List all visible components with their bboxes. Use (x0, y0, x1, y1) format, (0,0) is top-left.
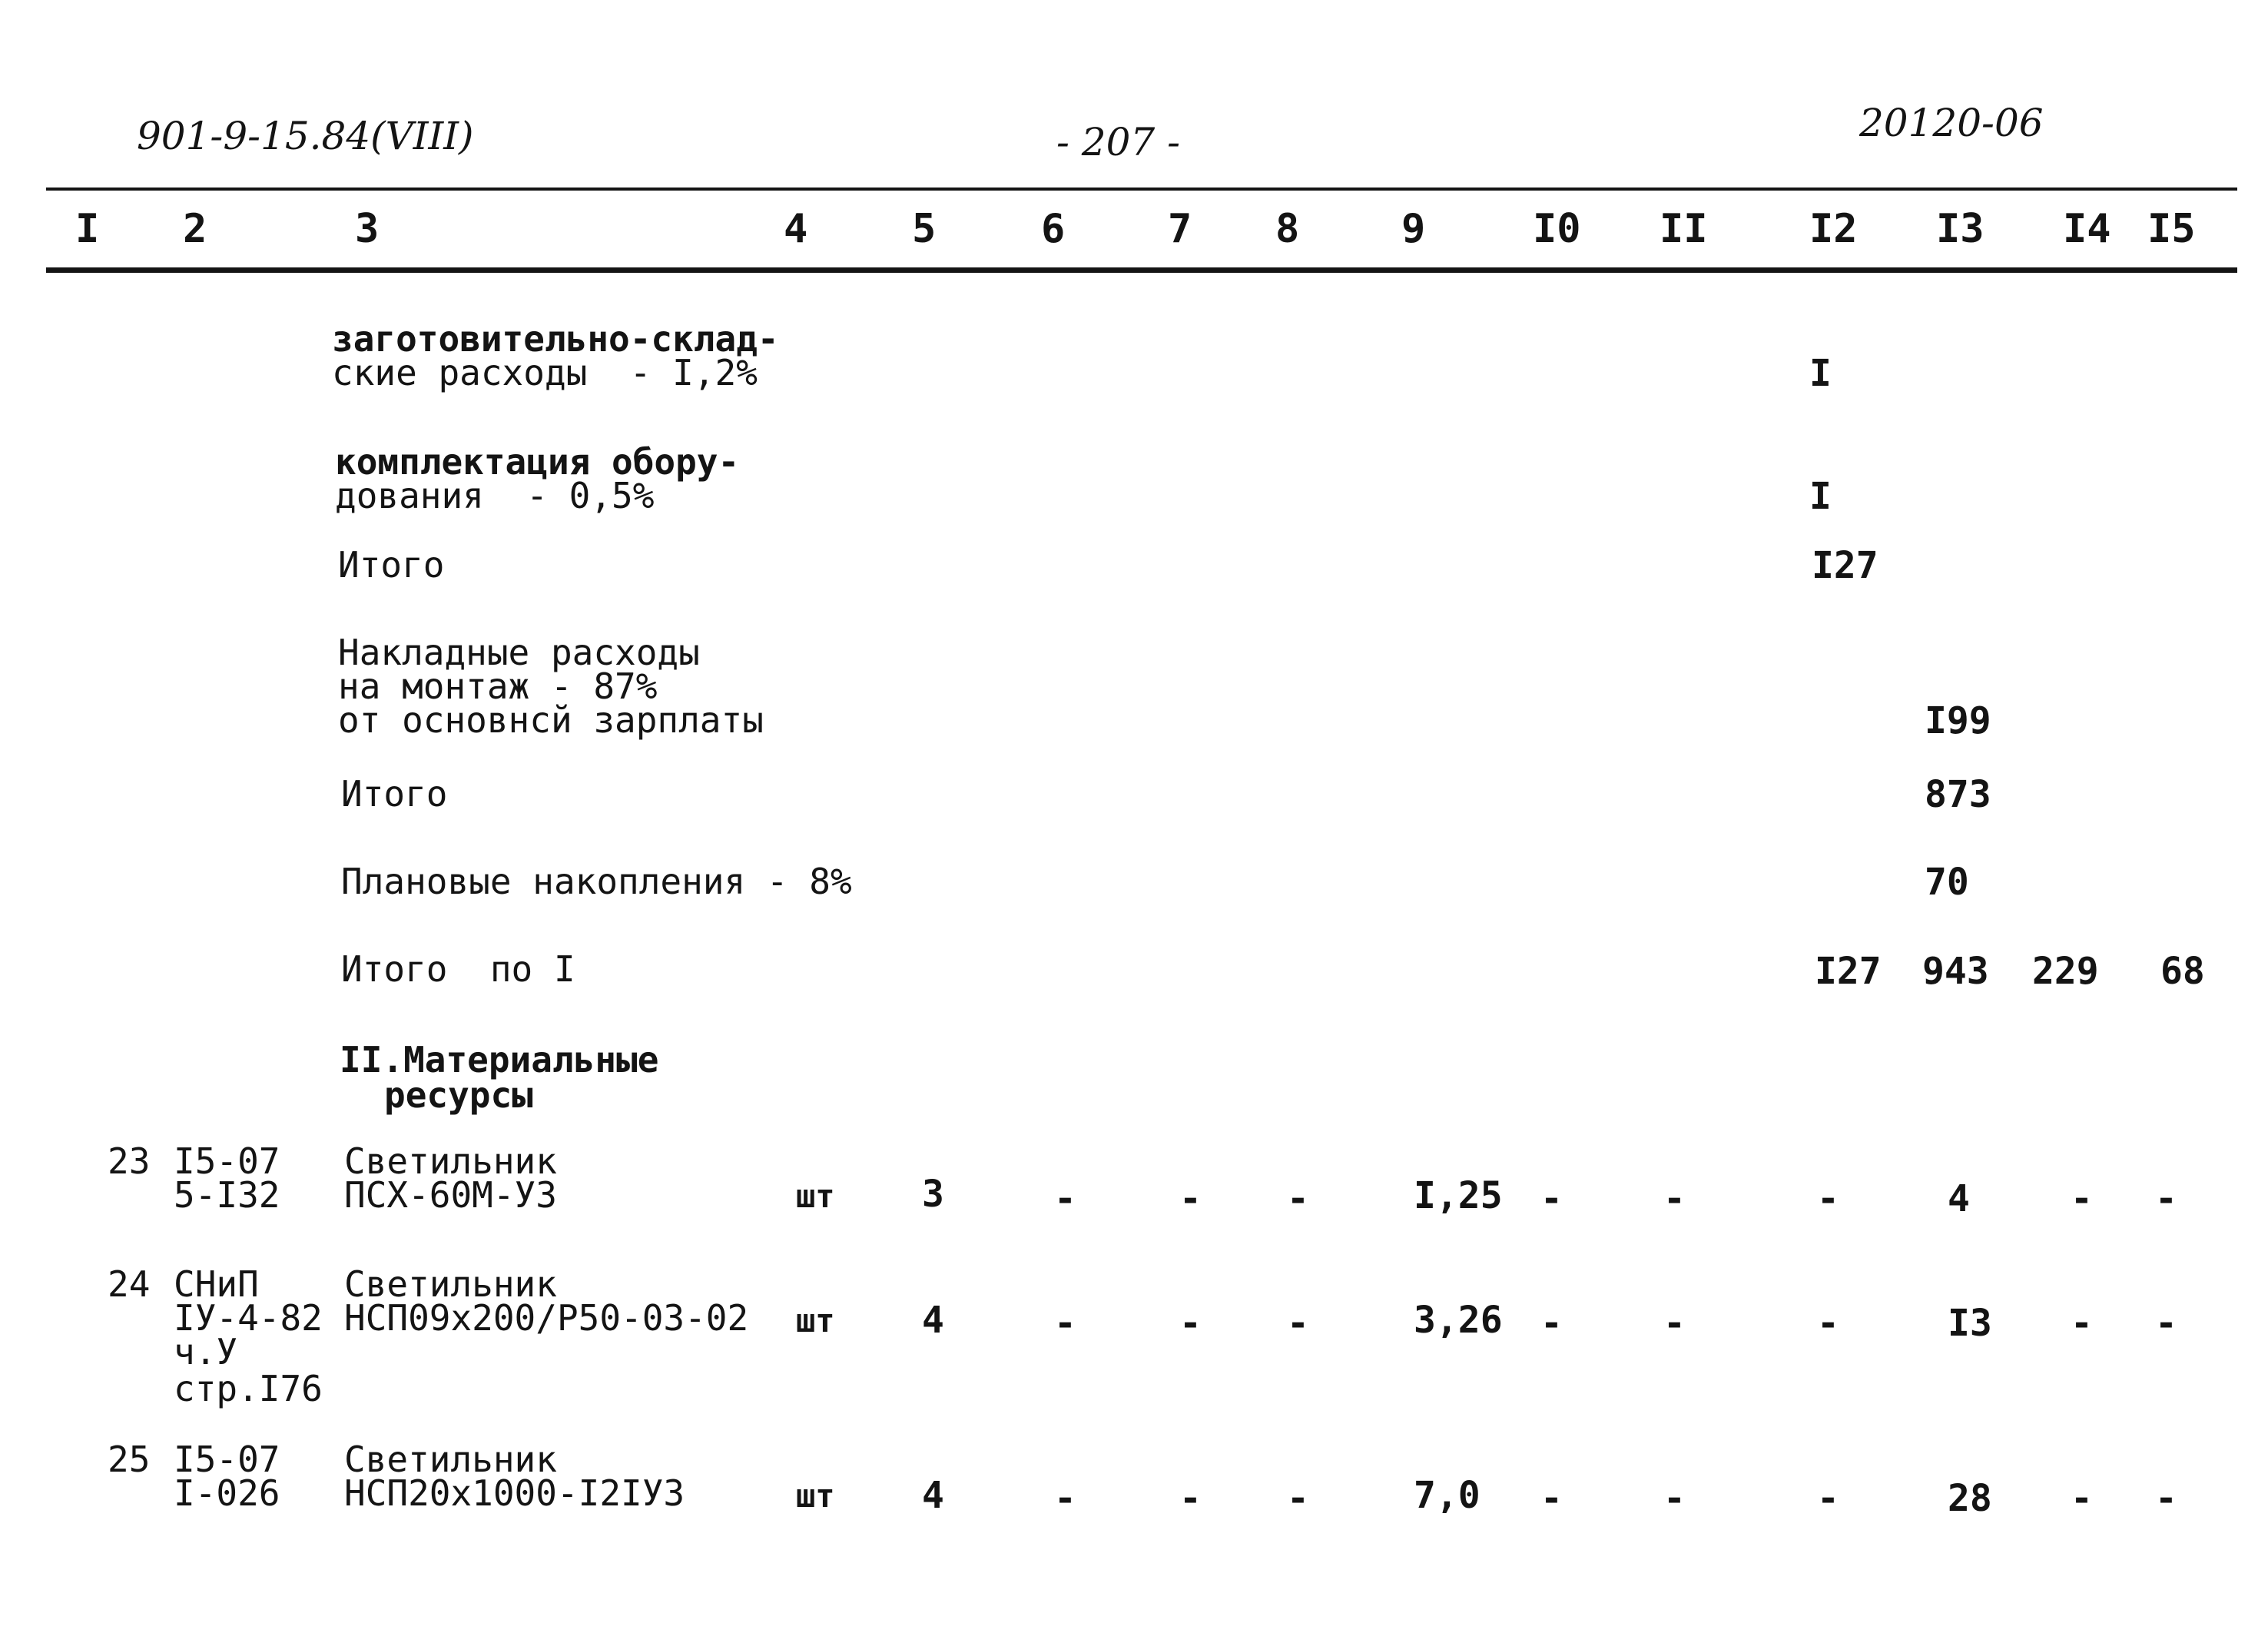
row-col8: - (1287, 1477, 1309, 1520)
row-number: 24 (108, 1263, 151, 1305)
col-header-14: I4 (2063, 206, 2111, 252)
procurement-line-1: заготовительно-склад- (332, 318, 779, 360)
planned-savings-col13: 70 (1925, 861, 1969, 904)
col-header-2: 2 (183, 206, 207, 252)
row-col11: - (1663, 1477, 1686, 1520)
total-section-1-col15: 68 (2160, 950, 2205, 993)
row-code-line-1: СНиП (174, 1263, 259, 1305)
col-header-4: 4 (784, 206, 808, 252)
col-header-6: 6 (1041, 206, 1066, 252)
col-header-5: 5 (912, 206, 937, 252)
row-col7: - (1179, 1302, 1202, 1345)
overhead-col13: I99 (1925, 699, 1991, 742)
row-code-line-2: 5-I32 (174, 1174, 280, 1216)
equipment-line-2: дования - 0,5% (335, 475, 655, 516)
row-code-line-2: I-026 (174, 1472, 280, 1514)
row-col8: - (1287, 1302, 1309, 1345)
col-header-8: 8 (1275, 206, 1300, 252)
planned-savings-label: Плановые накопления - 8% (341, 861, 852, 902)
procurement-col12: I (1809, 352, 1832, 395)
row-col7: - (1179, 1477, 1202, 1520)
row-col7: - (1179, 1177, 1202, 1220)
row-name-line-1: Светильник (344, 1263, 557, 1305)
row-col10: - (1540, 1302, 1563, 1345)
row-col6: - (1054, 1177, 1076, 1220)
procurement-line-2: ские расходы - I,2% (332, 352, 758, 393)
row-name-line-2: НСП20х1000-I2IУ3 (344, 1472, 685, 1514)
row-code-line-3: ч.У (174, 1331, 238, 1372)
row-number: 25 (108, 1439, 151, 1480)
row-col10: - (1540, 1477, 1563, 1520)
row-name-line-2: НСП09х200/Р50-03-02 (344, 1297, 749, 1339)
col-header-15: I5 (2147, 206, 2196, 252)
row-quantity: 4 (922, 1299, 944, 1342)
section-2-title-line-2: ресурсы (384, 1074, 533, 1116)
col-header-12: I2 (1809, 206, 1858, 252)
row-code-line-1: I5-07 (174, 1439, 280, 1480)
equipment-col12: I (1809, 475, 1832, 518)
row-col13: I3 (1948, 1302, 1992, 1345)
row-col12: - (1817, 1477, 1839, 1520)
page-number: - 207 - (1056, 120, 1181, 164)
row-quantity: 3 (922, 1173, 944, 1216)
row-col6: - (1054, 1477, 1076, 1520)
row-code-line-1: I5-07 (174, 1140, 280, 1182)
row-col15: - (2155, 1177, 2177, 1220)
total-section-1-col14: 229 (2032, 950, 2099, 993)
row-col9: 7,0 (1414, 1474, 1480, 1517)
row-col14: - (2071, 1477, 2093, 1520)
equipment-line-1: комплектация обору- (335, 441, 740, 483)
col-header-11: II (1660, 206, 1708, 252)
subtotal-2-label: Итого (341, 773, 448, 815)
section-2-title-line-1: II.Материальные (340, 1039, 659, 1080)
top-rule (46, 188, 2237, 191)
row-col14: - (2071, 1302, 2093, 1345)
document-code: 901-9-15.84(VIII) (137, 114, 474, 158)
total-section-1-col13: 943 (1922, 950, 1989, 993)
row-unit: шт (796, 1302, 835, 1339)
subtotal-2-col13: 873 (1925, 773, 1991, 816)
col-header-13: I3 (1936, 206, 1984, 252)
row-name-line-1: Светильник (344, 1140, 557, 1182)
row-col15: - (2155, 1302, 2177, 1345)
subtotal-1-col12: I27 (1812, 544, 1878, 587)
col-header-3: 3 (355, 206, 380, 252)
row-unit: шт (796, 1177, 835, 1215)
row-number: 23 (108, 1140, 151, 1182)
row-col6: - (1054, 1302, 1076, 1345)
overhead-line-2: на монтаж - 87% (338, 665, 658, 707)
row-col13: 28 (1948, 1477, 1992, 1520)
row-name-line-2: ПСХ-60М-У3 (344, 1174, 557, 1216)
header-bottom-rule (46, 267, 2237, 273)
row-col12: - (1817, 1177, 1839, 1220)
row-col11: - (1663, 1302, 1686, 1345)
row-col10: - (1540, 1177, 1563, 1220)
row-col13: 4 (1948, 1177, 1970, 1220)
row-unit: шт (796, 1477, 835, 1515)
row-col15: - (2155, 1477, 2177, 1520)
row-name-line-1: Светильник (344, 1439, 557, 1480)
row-code-line-2: IУ-4-82 (174, 1297, 323, 1339)
row-col14: - (2071, 1177, 2093, 1220)
sheet-code: 20120-06 (1859, 101, 2044, 145)
overhead-line-3: от основнсй зарплаты (338, 699, 764, 741)
subtotal-1-label: Итого (338, 544, 445, 586)
row-code-line-4: стр.I76 (174, 1368, 323, 1409)
row-col11: - (1663, 1177, 1686, 1220)
row-quantity: 4 (922, 1474, 944, 1517)
col-header-9: 9 (1401, 206, 1426, 252)
col-header-1: I (75, 206, 100, 252)
row-col8: - (1287, 1177, 1309, 1220)
row-col9: I,25 (1414, 1174, 1503, 1217)
total-section-1-label: Итого по I (341, 948, 575, 990)
overhead-line-1: Накладные расходы (338, 632, 700, 673)
col-header-7: 7 (1168, 206, 1192, 252)
total-section-1-col12: I27 (1815, 950, 1882, 993)
row-col9: 3,26 (1414, 1299, 1503, 1342)
col-header-10: I0 (1533, 206, 1581, 252)
row-col12: - (1817, 1302, 1839, 1345)
